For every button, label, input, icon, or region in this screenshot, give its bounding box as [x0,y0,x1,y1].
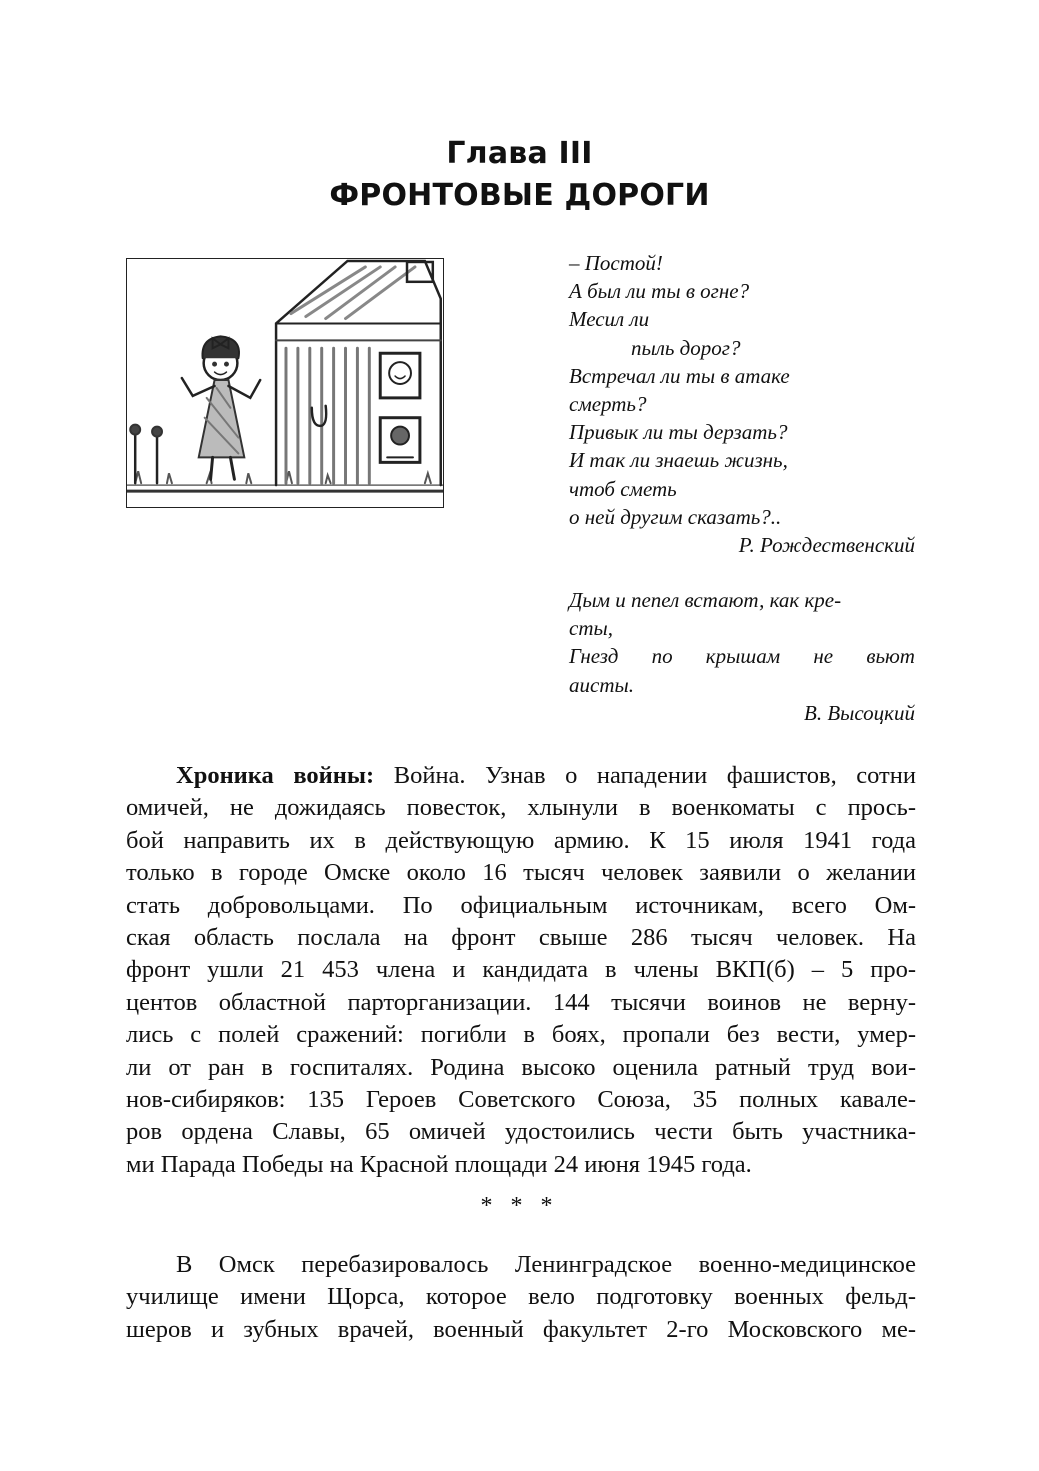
epigraph-author: В. Высоцкий [804,700,915,725]
paragraph-line: омичей, не дожидаясь повесток, хлынули в военкоматы с прось- [126,794,916,822]
child-drawing-girl-and-house-icon [127,259,443,507]
paragraph-line: стать добровольцами. По официальным источникам, всего Ом- [126,891,916,919]
epigraph-line-justified [569,642,915,670]
epigraph-line: Месил ли [569,307,650,332]
chapter-number: Глава III [446,136,593,171]
epigraph-line: – Постой! [569,251,663,275]
epigraph-word: Гнезд [569,644,619,669]
paragraph-line: В Омск перебазировалось Ленинградское военно-медицинское [176,1251,916,1278]
paragraph-line: бой направить их в действующую армию. К 15 июля 1941 года [126,826,916,854]
epigraph-line: сты, [569,616,613,641]
chronicle-label: Хроника войны: [176,762,375,789]
epigraph-vysotsky [569,586,915,727]
paragraph-line: нов-сибиряков: 135 Героев Советского Союза, 35 полных кавале- [126,1085,916,1113]
epigraph-word: крышам [705,644,781,669]
child-drawing-illustration [126,258,444,508]
epigraph-line: Привык ли ты дерзать? [569,420,788,445]
paragraph-line: лись с полей сражений: погибли в боях, пропали без вести, умер- [126,1021,916,1049]
epigraph-author: Р. Рождественский [738,533,915,558]
epigraph-line: аисты. [569,672,634,697]
epigraph-line: пыль дорог? [631,335,741,360]
epigraph-line: чтоб сметь [569,476,677,501]
epigraph-word: по [651,644,673,669]
epigraph-word: не [813,644,834,669]
paragraph-line: фронт ушли 21 453 члена и кандидата в члены ВКП(б) – 5 про- [126,956,916,984]
chapter-heading [0,133,1039,217]
epigraph-word: вьют [866,644,915,669]
paragraph-line: ская область послала на фронт свыше 286 тысяч человек. На [126,923,916,951]
paragraph-line: училище имени Щорса, которое вело подготовку военных фельд- [126,1283,916,1311]
chronicle-paragraph [126,760,916,1181]
section-separator: * * * [480,1193,559,1219]
epigraph-line: Встречал ли ты в атаке [569,363,790,388]
chapter-title: ФРОНТОВЫЕ ДОРОГИ [329,178,710,213]
paragraph-line: ли от ран в госпиталях. Родина высоко оценила ратный труд вои- [126,1053,916,1081]
epigraph-line: о ней другим сказать?.. [569,504,782,529]
epigraph-line: Дым и пепел встают, как кре- [569,588,842,612]
epigraph-line: А был ли ты в огне? [569,279,750,304]
body-paragraph [126,1249,916,1346]
paragraph-line: ров ордена Славы, 65 омичей удостоились чести быть участника- [126,1118,916,1146]
paragraph-line: Хроника войны: Война. Узнав о нападении фашистов, сотни [176,762,916,789]
paragraph-line: шеров и зубных врачей, военный факультет 2-го Московского ме- [126,1315,916,1343]
paragraph-line: центов областной парторганизации. 144 тысячи воинов не верну- [126,988,916,1016]
paragraph-line: ми Парада Победы на Красной площади 24 июня 1945 года. [126,1150,752,1178]
paragraph-line: только в городе Омске около 16 тысяч человек заявили о желании [126,859,916,887]
epigraph-line: смерть? [569,392,647,417]
epigraph-line: И так ли знаешь жизнь, [569,448,788,473]
epigraph-rozhdestvensky [569,249,915,559]
